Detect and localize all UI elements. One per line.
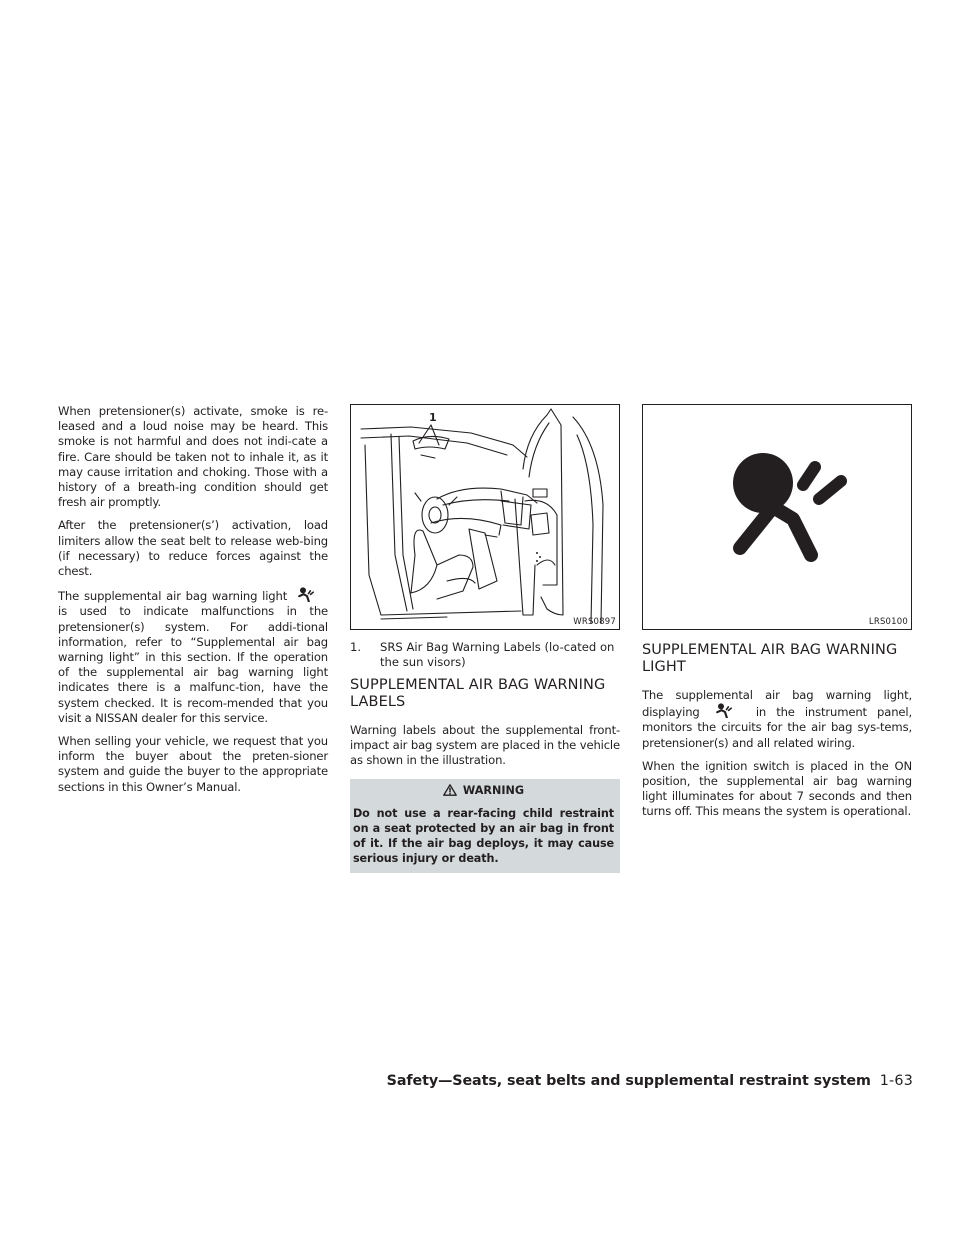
warning-title-text: WARNING <box>462 783 525 797</box>
warning-labels-paragraph: Warning labels about the supplemental front-impact air bag system are placed in the vehicle as shown in the illustration. <box>350 723 620 768</box>
selling-vehicle-paragraph: When selling your vehicle, we request that you inform the buyer about the preten-sioner system and guide the buyer to the appropriate sections in this Owner’s Manual. <box>58 734 328 794</box>
figure-code: LRS0100 <box>868 617 908 627</box>
right-column <box>642 404 912 820</box>
caption-number: 1. <box>350 640 362 654</box>
middle-column <box>350 404 620 873</box>
ignition-paragraph: When the ignition switch is placed in the ON position, the supplemental air bag warning light illuminates for about 7 seconds and then turns off. This means the system is operational. <box>642 758 912 819</box>
warning-light-text-start: The supplemental air bag warning light <box>58 589 288 604</box>
warning-title <box>353 783 614 798</box>
section-title: Safety—Seats, seat belts and supplemental restraint system <box>386 1073 871 1089</box>
airbag-warning-light-illustration <box>642 404 912 630</box>
warning-light-description-end: in the instrument panel, monitors the circuits for the air bag sys-tems, pretensioner(s) and all related wiring. <box>642 705 912 750</box>
left-column <box>58 404 328 795</box>
airbag-warning-icon <box>298 587 314 602</box>
vehicle-interior-drawing <box>351 405 619 629</box>
caption-text: SRS Air Bag Warning Labels (lo-cated on the sun visors) <box>380 640 615 669</box>
warning-labels-heading: SUPPLEMENTAL AIR BAG WARNING LABELS <box>350 677 606 710</box>
warning-triangle-icon <box>443 784 457 796</box>
figure-code: WRS0897 <box>573 617 616 627</box>
figure-caption <box>350 640 620 670</box>
warning-light-text-end: is used to indicate malfunctions in the pretensioner(s) system. For addi-tional information, refer to “Supplemental air bag warning light” in this section. If the operation of the supplemental air bag warning light indicates there is a malfunc-tion, have the system checked. It is recom-mended that you visit a NISSAN dealer for this service. <box>58 604 328 725</box>
page-number: 1-63 <box>879 1073 913 1089</box>
warning-light-paragraph <box>58 587 328 726</box>
warning-light-description <box>642 688 912 751</box>
callout-number: 1 <box>429 411 437 424</box>
warning-box <box>350 779 620 873</box>
warning-light-heading: SUPPLEMENTAL AIR BAG WARNING LIGHT <box>642 642 898 675</box>
airbag-label-location-illustration <box>350 404 620 630</box>
pretensioner-smoke-paragraph: When pretensioner(s) activate, smoke is re-leased and a loud noise may be heard. This smoke is not harmful and does not indi-cate a fire. Care should be taken not to inhale it, as it may cause irritation and choking. Those with a history of a breath-ing condition should get fresh air promptly. <box>58 404 328 510</box>
load-limiter-paragraph: After the pretensioner(s’) activation, load limiters allow the seat belt to release web-bing (if necessary) to reduce forces against the chest. <box>58 518 328 579</box>
airbag-warning-icon <box>716 703 732 718</box>
warning-text: Do not use a rear-facing child restraint on a seat protected by an air bag in front of it. If the air bag deploys, it may cause serious injury or death. <box>353 806 614 865</box>
page-footer <box>387 1073 913 1089</box>
warning-light-description-start: The supplemental air bag warning light, displaying <box>642 688 912 720</box>
airbag-warning-symbol-icon <box>643 405 911 629</box>
